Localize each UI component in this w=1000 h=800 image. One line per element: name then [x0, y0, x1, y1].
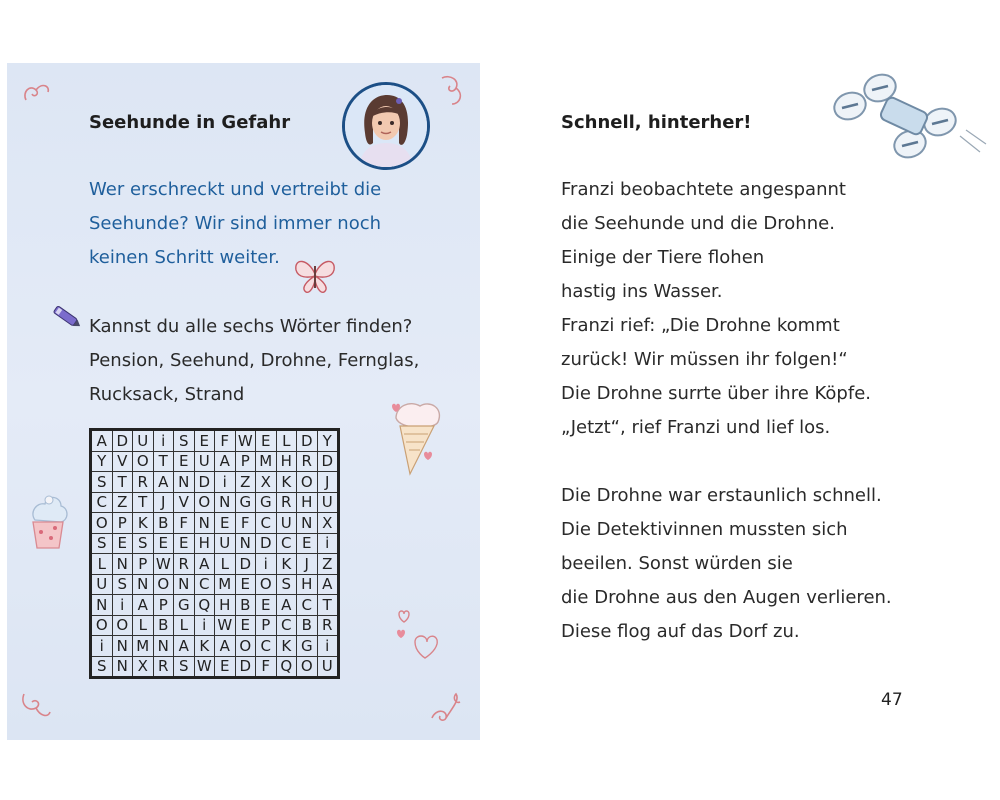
grid-cell: P [112, 513, 133, 534]
grid-cell: W [235, 430, 256, 452]
grid-cell: F [235, 513, 256, 534]
story-title: Schnell, hinterher! [561, 112, 752, 133]
grid-cell: O [153, 574, 174, 595]
grid-cell: V [174, 492, 195, 513]
grid-cell: S [91, 472, 113, 493]
grid-row [91, 451, 339, 472]
grid-cell: P [153, 595, 174, 616]
story-line: beeilen. Sonst würden sie [561, 553, 793, 574]
grid-cell: N [174, 574, 195, 595]
pen-icon [50, 302, 84, 332]
grid-cell: C [276, 533, 297, 554]
grid-cell: A [215, 636, 236, 657]
butterfly-icon [290, 252, 340, 300]
grid-cell: N [297, 513, 318, 534]
grid-cell: Y [91, 451, 113, 472]
grid-cell: N [235, 533, 256, 554]
grid-cell: T [133, 492, 154, 513]
swirl-icon [18, 688, 54, 724]
grid-cell: T [317, 595, 339, 616]
grid-cell: G [235, 492, 256, 513]
grid-cell: U [194, 451, 215, 472]
story-line: „Jetzt“, rief Franzi und lief los. [561, 417, 831, 438]
grid-cell: F [174, 513, 195, 534]
grid-cell: U [133, 430, 154, 452]
hearts-icon [393, 604, 441, 662]
grid-cell: G [297, 636, 318, 657]
grid-cell: N [133, 574, 154, 595]
grid-cell: B [297, 615, 318, 636]
grid-row [91, 554, 339, 575]
story-line: Die Detektivinnen mussten sich [561, 519, 848, 540]
grid-cell: W [153, 554, 174, 575]
grid-cell: N [112, 554, 133, 575]
grid-cell: i [256, 554, 277, 575]
grid-cell: C [91, 492, 113, 513]
grid-cell: H [194, 533, 215, 554]
grid-cell: O [91, 513, 113, 534]
grid-cell: B [153, 513, 174, 534]
grid-cell: i [91, 636, 113, 657]
grid-cell: S [276, 574, 297, 595]
grid-cell: A [317, 574, 339, 595]
grid-cell: D [297, 430, 318, 452]
grid-cell: J [317, 472, 339, 493]
grid-cell: V [112, 451, 133, 472]
grid-cell: R [153, 656, 174, 678]
grid-cell: E [112, 533, 133, 554]
grid-row [91, 472, 339, 493]
grid-cell: O [235, 636, 256, 657]
grid-cell: A [215, 451, 236, 472]
grid-cell: P [256, 615, 277, 636]
grid-cell: D [235, 554, 256, 575]
grid-cell: A [194, 554, 215, 575]
avatar [342, 82, 430, 170]
grid-cell: N [153, 636, 174, 657]
story-line: Einige der Tiere flohen [561, 247, 765, 268]
grid-cell: N [91, 595, 113, 616]
story-line: Die Drohne war erstaunlich schnell. [561, 485, 882, 506]
grid-cell: W [194, 656, 215, 678]
grid-row [91, 636, 339, 657]
grid-cell: N [194, 513, 215, 534]
grid-cell: E [174, 533, 195, 554]
grid-cell: E [297, 533, 318, 554]
grid-cell: D [317, 451, 339, 472]
grid-cell: O [297, 472, 318, 493]
grid-cell: i [215, 472, 236, 493]
grid-cell: O [194, 492, 215, 513]
cupcake-icon [25, 490, 71, 554]
grid-cell: E [174, 451, 195, 472]
swirl-icon [436, 72, 470, 110]
grid-cell: O [133, 451, 154, 472]
grid-cell: J [153, 492, 174, 513]
grid-cell: O [91, 615, 113, 636]
grid-cell: M [215, 574, 236, 595]
grid-cell: R [174, 554, 195, 575]
grid-cell: S [91, 533, 113, 554]
ice-cream-icon [386, 396, 450, 478]
grid-cell: E [153, 533, 174, 554]
grid-cell: H [215, 595, 236, 616]
grid-cell: P [133, 554, 154, 575]
grid-cell: O [297, 656, 318, 678]
grid-cell: U [317, 656, 339, 678]
right-page [500, 0, 1000, 800]
word-search-grid [89, 428, 340, 679]
grid-cell: Q [194, 595, 215, 616]
grid-cell: G [256, 492, 277, 513]
story-line: zurück! Wir müssen ihr folgen!“ [561, 349, 848, 370]
grid-row [91, 513, 339, 534]
grid-cell: A [276, 595, 297, 616]
grid-cell: T [112, 472, 133, 493]
grid-cell: L [215, 554, 236, 575]
grid-cell: i [112, 595, 133, 616]
drone-icon [830, 66, 1000, 176]
puzzle-title: Seehunde in Gefahr [89, 112, 291, 133]
grid-cell: C [276, 615, 297, 636]
grid-cell: S [112, 574, 133, 595]
grid-cell: K [133, 513, 154, 534]
grid-cell: M [256, 451, 277, 472]
grid-cell: H [276, 451, 297, 472]
task-line: Pension, Seehund, Drohne, Fernglas, [89, 350, 420, 371]
story-line: hastig ins Wasser. [561, 281, 723, 302]
grid-cell: U [91, 574, 113, 595]
grid-cell: E [215, 513, 236, 534]
grid-cell: F [215, 430, 236, 452]
grid-cell: N [112, 636, 133, 657]
grid-cell: i [153, 430, 174, 452]
grid-cell: C [256, 513, 277, 534]
grid-cell: N [215, 492, 236, 513]
grid-cell: S [133, 533, 154, 554]
grid-cell: K [276, 636, 297, 657]
task-line: Kannst du alle sechs Wörter finden? [89, 316, 413, 337]
grid-cell: R [317, 615, 339, 636]
grid-cell: L [91, 554, 113, 575]
grid-cell: H [297, 492, 318, 513]
grid-cell: X [133, 656, 154, 678]
task-line: Rucksack, Strand [89, 384, 245, 405]
grid-cell: K [276, 554, 297, 575]
grid-cell: i [317, 533, 339, 554]
grid-cell: X [317, 513, 339, 534]
grid-cell: L [133, 615, 154, 636]
grid-cell: E [235, 615, 256, 636]
grid-cell: R [297, 451, 318, 472]
grid-cell: J [297, 554, 318, 575]
grid-cell: O [256, 574, 277, 595]
grid-cell: Z [235, 472, 256, 493]
grid-cell: L [276, 430, 297, 452]
grid-cell: K [194, 636, 215, 657]
grid-cell: F [256, 656, 277, 678]
grid-cell: L [174, 615, 195, 636]
grid-cell: S [174, 430, 195, 452]
grid-cell: R [276, 492, 297, 513]
grid-cell: i [317, 636, 339, 657]
grid-cell: Z [112, 492, 133, 513]
grid-row [91, 656, 339, 678]
grid-cell: M [133, 636, 154, 657]
story-line: Die Drohne surrte über ihre Köpfe. [561, 383, 871, 404]
grid-cell: U [276, 513, 297, 534]
grid-cell: D [112, 430, 133, 452]
story-line: Franzi rief: „Die Drohne kommt [561, 315, 840, 336]
grid-cell: A [133, 595, 154, 616]
intro-line: keinen Schritt weiter. [89, 247, 280, 268]
grid-row [91, 430, 339, 452]
story-line: die Seehunde und die Drohne. [561, 213, 835, 234]
grid-row [91, 615, 339, 636]
girl-portrait-icon [345, 85, 427, 167]
swirl-icon [426, 690, 466, 726]
grid-cell: S [174, 656, 195, 678]
grid-cell: G [174, 595, 195, 616]
grid-cell: H [297, 574, 318, 595]
grid-cell: E [256, 430, 277, 452]
grid-cell: K [276, 472, 297, 493]
story-line: die Drohne aus den Augen verlieren. [561, 587, 892, 608]
grid-cell: O [112, 615, 133, 636]
swirl-icon [20, 78, 54, 108]
grid-cell: A [153, 472, 174, 493]
grid-cell: D [194, 472, 215, 493]
grid-cell: B [235, 595, 256, 616]
grid-cell: D [256, 533, 277, 554]
page-number: 47 [881, 690, 903, 710]
grid-cell: N [174, 472, 195, 493]
grid-cell: U [317, 492, 339, 513]
grid-cell: U [215, 533, 236, 554]
grid-cell: C [194, 574, 215, 595]
grid-cell: N [112, 656, 133, 678]
grid-cell: Q [276, 656, 297, 678]
story-line: Franzi beobachtete angespannt [561, 179, 846, 200]
grid-cell: E [235, 574, 256, 595]
intro-line: Wer erschreckt und vertreibt die [89, 179, 382, 200]
grid-cell: D [235, 656, 256, 678]
grid-cell: E [256, 595, 277, 616]
grid-cell: A [91, 430, 113, 452]
grid-row [91, 574, 339, 595]
grid-cell: E [194, 430, 215, 452]
grid-cell: A [174, 636, 195, 657]
grid-cell: Y [317, 430, 339, 452]
grid-cell: X [256, 472, 277, 493]
grid-cell: Z [317, 554, 339, 575]
grid-cell: T [153, 451, 174, 472]
grid-cell: P [235, 451, 256, 472]
grid-cell: R [133, 472, 154, 493]
grid-row [91, 533, 339, 554]
grid-cell: B [153, 615, 174, 636]
grid-row [91, 595, 339, 616]
grid-cell: C [256, 636, 277, 657]
intro-line: Seehunde? Wir sind immer noch [89, 213, 382, 234]
grid-cell: C [297, 595, 318, 616]
grid-cell: S [91, 656, 113, 678]
grid-cell: E [215, 656, 236, 678]
grid-cell: W [215, 615, 236, 636]
grid-row [91, 492, 339, 513]
story-line: Diese flog auf das Dorf zu. [561, 621, 800, 642]
grid-cell: i [194, 615, 215, 636]
